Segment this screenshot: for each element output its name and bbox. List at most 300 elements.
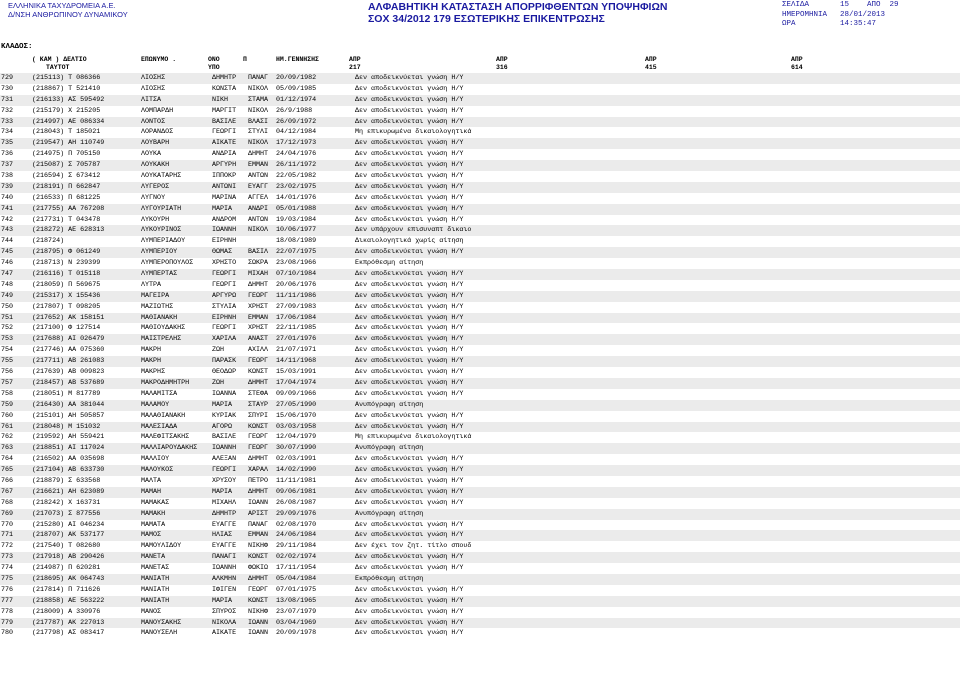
father-name: ΓΕΩΡΓ (248, 291, 269, 300)
table-row (0, 487, 960, 498)
id-card: (218009) Α 330976 (32, 607, 101, 616)
first-name: ΜΑΡΙΑ (212, 204, 233, 213)
id-card: (217746) ΑΑ 075360 (32, 346, 105, 355)
rejection-reason: Δεν αποδεικνύεται γνώση Η/Υ (355, 95, 464, 104)
birth-date: 19/03/1984 (276, 215, 317, 224)
birth-date: 12/04/1979 (276, 433, 317, 442)
father-name: ΦΩΚΙΩ (248, 564, 269, 573)
birth-date: 04/12/1984 (276, 128, 317, 137)
id-card: (217104) ΑΒ 633730 (32, 466, 105, 475)
first-name: ΜΑΡΓΙΤ (212, 106, 237, 115)
id-card: (217755) ΑΑ 767208 (32, 204, 105, 213)
surname: ΛΥΚΟΥΡΙΝΟΣ (141, 226, 182, 235)
id-card: (219592) ΑΗ 559421 (32, 433, 105, 442)
table-row (0, 520, 960, 531)
surname: ΜΑΚΡΟΔΗΜΗΤΡΗ (141, 378, 190, 387)
birth-date: 30/07/1990 (276, 444, 317, 453)
surname: ΜΑΜΟΥΛΙΔΟΥ (141, 542, 182, 551)
id-card: (216621) ΑΗ 623089 (32, 487, 105, 496)
table-row (0, 95, 960, 106)
rejection-reason: Δεν αποδεικνύεται γνώση Η/Υ (355, 585, 464, 594)
surname: ΜΑΛΛΙΟΥ (141, 455, 170, 464)
surname: ΜΑΛΕΣΙΑΔΑ (141, 422, 178, 431)
surname: ΜΑΚΡΗ (141, 346, 162, 355)
row-number: 769 (1, 509, 14, 518)
birth-date: 17/04/1974 (276, 378, 317, 387)
first-name: ΜΑΡΙΑ (212, 487, 233, 496)
birth-date: 14/01/1976 (276, 193, 317, 202)
rejection-reason: Δεν αποδεικνύεται γνώση Η/Υ (355, 324, 464, 333)
birth-date: 09/06/1981 (276, 487, 317, 496)
row-number: 734 (1, 128, 14, 137)
surname: ΛΥΚΟΥΡΗ (141, 215, 170, 224)
rejection-reason: Δεν αποδεικνύεται γνώση Η/Υ (355, 607, 464, 616)
surname: ΜΑΜΑΚΑΣ (141, 498, 170, 507)
id-card: (215179) Χ 215205 (32, 106, 101, 115)
surname: ΛΥΓΟΥΡΙΑΤΗ (141, 204, 182, 213)
father-name: ΠΑΝΑΓ (248, 74, 269, 82)
birth-date: 11/11/1986 (276, 291, 317, 300)
id-card: (218043) Τ 185021 (32, 128, 101, 137)
surname: ΜΑΛΑΜΟΥ (141, 400, 170, 409)
first-name: ΗΛΙΑΣ (212, 531, 233, 540)
rejection-reason: Δεν αποδεικνύεται γνώση Η/Υ (355, 313, 464, 322)
col-hm-gennhshs: ΗΜ.ΓΕΝΝΗΣΗΣ (276, 56, 319, 63)
row-number: 780 (1, 629, 14, 638)
row-number: 749 (1, 291, 14, 300)
row-number: 763 (1, 444, 14, 453)
id-card: (214997) ΑΕ 086334 (32, 117, 105, 126)
table-row (0, 411, 960, 422)
father-name: ΧΡΗΣΤ (248, 324, 269, 333)
rejection-reason: Δεν αποδεικνύεται γνώση Η/Υ (355, 106, 464, 115)
report-title-line2: ΣΟΧ 34/2012 179 ΕΣΩΤΕΡΙΚΗΣ ΕΠΙΚΕΝΤΡΩΣΗΣ (368, 13, 605, 25)
father-name: ΕΥΑΓΓ (248, 182, 269, 191)
surname: ΛΙΤΣΑ (141, 95, 162, 104)
surname: ΛΥΜΠΕΡΤΑΣ (141, 270, 178, 279)
birth-date: 26/11/1972 (276, 161, 317, 170)
row-number: 771 (1, 531, 14, 540)
rejection-reason: Δεν αποδεικνύεται γνώση Η/Υ (355, 84, 464, 93)
table-row (0, 334, 960, 345)
id-card: (218858) ΑΕ 563222 (32, 596, 105, 605)
birth-date: 17/06/1984 (276, 313, 317, 322)
table-row (0, 280, 960, 291)
rejection-reason: Δεν αποδεικνύεται γνώση Η/Υ (355, 215, 464, 224)
father-name: ΕΜΜΑΝ (248, 313, 269, 322)
birth-date: 20/09/1982 (276, 74, 317, 82)
surname: ΛΙΟΣΗΣ (141, 84, 166, 93)
id-card: (215317) Χ 155436 (32, 291, 101, 300)
father-name: ΔΗΜΗΤ (248, 378, 269, 387)
first-name: ΑΙΚΑΤΕ (212, 629, 237, 638)
id-card: (218242) Χ 163731 (32, 498, 101, 507)
rejection-reason: Ανυπόγραφη αίτηση (355, 400, 424, 409)
table-row (0, 160, 960, 171)
id-card: (217814) Π 711626 (32, 585, 101, 594)
id-card: (216502) ΑΑ 035698 (32, 455, 105, 464)
rejection-reason: Δεν αποδεικνύεται γνώση Η/Υ (355, 117, 464, 126)
first-name: ΜΙΧΑΗΛ (212, 498, 237, 507)
rejection-reason: Δεν αποδεικνύεται γνώση Η/Υ (355, 182, 464, 191)
father-name: ΚΩΝΣΤ (248, 422, 269, 431)
id-card: (217798) ΑΣ 083417 (32, 629, 105, 638)
rejection-reason: Δεν αποδεικνύεται γνώση Η/Υ (355, 302, 464, 311)
id-card: (214975) Π 705150 (32, 150, 101, 159)
rejection-reason: Δικαιολογητικά χωρίς αίτηση (355, 237, 464, 246)
surname: ΜΑΛΑΘΙΑΝΑΚΗ (141, 411, 186, 420)
rejection-reason: Δεν υπάρχουν επισυναπτ δικαιο (355, 226, 472, 235)
id-card: (215113) Τ 086366 (32, 74, 101, 82)
first-name: ΧΑΡΙΛΑ (212, 335, 237, 344)
surname: ΛΟΥΒΑΡΗ (141, 139, 170, 148)
first-name: ΙΦΙΓΕΝ (212, 585, 237, 594)
row-number: 768 (1, 498, 14, 507)
rejection-reason: Δεν αποδεικνύεται γνώση Η/Υ (355, 270, 464, 279)
row-number: 736 (1, 150, 14, 159)
table-row (0, 618, 960, 629)
first-name: ΔΗΜΗΤΡ (212, 509, 237, 518)
birth-date: 29/09/1976 (276, 509, 317, 518)
row-number: 761 (1, 422, 14, 431)
row-number: 739 (1, 182, 14, 191)
birth-date: 27/05/1990 (276, 400, 317, 409)
father-name: ΓΕΩΡΓ (248, 585, 269, 594)
first-name: ΘΩΜΑΣ (212, 248, 233, 257)
table-row (0, 563, 960, 574)
father-name: ΔΗΜΗΤ (248, 455, 269, 464)
father-name: ΒΛΑΣΙ (248, 117, 269, 126)
birth-date: 10/06/1977 (276, 226, 317, 235)
table-row (0, 378, 960, 389)
surname: ΛΥΜΠΕΡΙΑΔΟΥ (141, 237, 186, 246)
father-name: ΓΕΩΡΓ (248, 357, 269, 366)
surname: ΜΑΘΙΑΝΑΚΗ (141, 313, 178, 322)
rejection-reason: Δεν αποδεικνύεται γνώση Η/Υ (355, 520, 464, 529)
rejection-reason: Μη επικυρωμένα δικαιολογητικά (355, 128, 472, 137)
org-department: Δ/ΝΣΗ ΑΝΘΡΩΠΙΝΟΥ ΔΥΝΑΜΙΚΟΥ (8, 10, 128, 19)
first-name: ΧΡΥΣΟΥ (212, 476, 237, 485)
id-card: (216594) Σ 673412 (32, 172, 101, 181)
table-row (0, 607, 960, 618)
rejection-reason: Δεν αποδεικνύεται γνώση Η/Υ (355, 280, 464, 289)
surname: ΛΥΜΠΕΡΙΟΥ (141, 248, 178, 257)
first-name: ΓΕΩΡΓΙ (212, 270, 237, 279)
surname: ΜΑΝΙΑΤΗ (141, 596, 170, 605)
first-name: ΑΓΟΡΩ (212, 422, 233, 431)
table-row (0, 247, 960, 258)
id-card: (218048) Μ 151032 (32, 422, 101, 431)
rejection-reason: Δεν αποδεικνύεται γνώση Η/Υ (355, 411, 464, 420)
table-row (0, 552, 960, 563)
rejection-reason: Δεν αποδεικνύεται γνώση Η/Υ (355, 455, 464, 464)
table-row (0, 117, 960, 128)
date-label: ΗΜΕΡΟΜΗΝΙΑ (782, 10, 828, 19)
id-card: (217652) ΑΚ 158151 (32, 313, 105, 322)
first-name: ΒΑΣΙΛΕ (212, 433, 237, 442)
row-number: 774 (1, 564, 14, 573)
surname: ΜΑΝΕΤΑΣ (141, 564, 170, 573)
first-name: ΠΑΝΑΓΙ (212, 553, 237, 562)
row-number: 737 (1, 161, 14, 170)
surname: ΜΑΛΕΦΙΤΣΑΚΗΣ (141, 433, 190, 442)
rejection-reason: Δεν αποδεικνύεται γνώση Η/Υ (355, 248, 464, 257)
rejection-reason: Δεν αποδεικνύεται γνώση Η/Υ (355, 498, 464, 507)
father-name: ΣΩΚΡΑ (248, 259, 269, 268)
father-name: ΧΡΗΣΤ (248, 302, 269, 311)
rejection-reason: Δεν αποδεικνύεται γνώση Η/Υ (355, 487, 464, 496)
birth-date: 22/07/1975 (276, 248, 317, 257)
col-apr-4-code: 614 (791, 64, 803, 71)
table-row (0, 84, 960, 95)
table-row (0, 432, 960, 443)
page-label: ΣΕΛΙΔΑ (782, 1, 810, 9)
col-apr-3-code: 415 (645, 64, 657, 71)
row-number: 753 (1, 335, 14, 344)
first-name: ΑΡΓΥΡΗ (212, 161, 237, 170)
row-number: 776 (1, 585, 14, 594)
id-card: (217918) ΑΒ 290426 (32, 553, 105, 562)
id-card: (217731) Τ 043478 (32, 215, 101, 224)
first-name: ΜΑΡΙΑ (212, 400, 233, 409)
surname: ΜΑΜΑΚΗ (141, 509, 166, 518)
row-number: 732 (1, 106, 14, 115)
row-number: 743 (1, 226, 14, 235)
table-row (0, 215, 960, 226)
father-name: ΑΝΔΡΙ (248, 204, 269, 213)
row-number: 747 (1, 270, 14, 279)
col-ypo: ΥΠΟ (208, 64, 220, 71)
row-number: 758 (1, 389, 14, 398)
surname: ΜΑΛΑΜΙΤΣΑ (141, 389, 178, 398)
father-name: ΣΤΥΛΙ (248, 128, 269, 137)
rejection-reason: Δεν αποδεικνύεται γνώση Η/Υ (355, 346, 464, 355)
first-name: ΣΠΥΡΟΣ (212, 607, 237, 616)
row-number: 751 (1, 313, 14, 322)
first-name: ΕΙΡΗΝΗ (212, 313, 237, 322)
surname: ΜΑΜΑΤΑ (141, 520, 166, 529)
row-number: 777 (1, 596, 14, 605)
birth-date: 03/03/1958 (276, 422, 317, 431)
birth-date: 03/04/1969 (276, 618, 317, 627)
birth-date: 17/11/1954 (276, 564, 317, 573)
id-card: (214987) Π 620281 (32, 564, 101, 573)
first-name: ΔΗΜΗΤΡ (212, 74, 237, 82)
id-card: (218713) Ν 239399 (32, 259, 101, 268)
first-name: ΑΙΚΑΤΕ (212, 139, 237, 148)
col-apr-1: ΑΠΡ (349, 56, 361, 63)
id-card: (217073) Σ 877556 (32, 509, 101, 518)
rejection-reason: Δεν αποδεικνύεται γνώση Η/Υ (355, 74, 464, 82)
father-name: ΝΙΚΗΦ (248, 607, 269, 616)
father-name: ΠΑΝΑΓ (248, 520, 269, 529)
table-row (0, 193, 960, 204)
surname: ΜΑΛΟΥΚΟΣ (141, 466, 174, 475)
first-name: ΑΝΤΩΝΙ (212, 182, 237, 191)
organization-header (8, 1, 128, 19)
table-row (0, 596, 960, 607)
rejection-reason: Δεν αποδεικνύεται γνώση Η/Υ (355, 357, 464, 366)
row-number: 762 (1, 433, 14, 442)
birth-date: 23/02/1975 (276, 182, 317, 191)
table-row (0, 367, 960, 378)
birth-date: 05/04/1984 (276, 574, 317, 583)
rejection-reason: Δεν αποδεικνύεται γνώση Η/Υ (355, 193, 464, 202)
first-name: ΙΩΑΝΝΗ (212, 444, 237, 453)
rejection-reason: Εκπρόθεσμη αίτηση (355, 574, 424, 583)
report-title (368, 1, 667, 25)
first-name: ΙΠΠΟΚΡ (212, 172, 237, 181)
page-value: 15 ΑΠΟ 29 (840, 1, 899, 9)
col-p: Π (243, 56, 247, 63)
id-card: (216430) ΑΑ 381044 (32, 400, 105, 409)
father-name: ΝΙΚΟΛ (248, 84, 269, 93)
father-name: ΕΜΜΑΝ (248, 161, 269, 170)
birth-date: 05/09/1985 (276, 84, 317, 93)
first-name: ΚΥΡΙΑΚ (212, 411, 237, 420)
first-name: ΖΩΗ (212, 378, 225, 387)
id-card: (218707) ΑΚ 537177 (32, 531, 105, 540)
table-row (0, 225, 960, 236)
table-row (0, 356, 960, 367)
rejection-reason: Δεν αποδεικνύεται γνώση Η/Υ (355, 368, 464, 377)
row-number: 746 (1, 259, 14, 268)
birth-date: 23/08/1966 (276, 259, 317, 268)
id-card: (218879) Σ 633568 (32, 476, 101, 485)
row-number: 742 (1, 215, 14, 224)
row-number: 731 (1, 95, 14, 104)
first-name: ΑΛΕΞΑΝ (212, 455, 237, 464)
rejection-reason: Δεν αποδεικνύεται γνώση Η/Υ (355, 422, 464, 431)
table-row (0, 400, 960, 411)
row-number: 735 (1, 139, 14, 148)
birth-date: 26/09/1972 (276, 117, 317, 126)
id-card: (218867) Τ 521410 (32, 84, 101, 93)
surname: ΜΑΝΙΑΤΗ (141, 574, 170, 583)
id-card: (218457) ΑΒ 537689 (32, 378, 105, 387)
row-number: 754 (1, 346, 14, 355)
rejection-reason: Δεν αποδεικνύεται γνώση Η/Υ (355, 629, 464, 638)
father-name: ΙΩΑΝΝ (248, 629, 269, 638)
table-row (0, 313, 960, 324)
surname: ΛΟΝΤΟΣ (141, 117, 166, 126)
father-name: ΑΝΤΩΝ (248, 172, 269, 181)
id-card: (218695) ΑΚ 064743 (32, 574, 105, 583)
birth-date: 23/07/1979 (276, 607, 317, 616)
klados-label: ΚΛΑΔΟΣ: (1, 43, 33, 51)
father-name: ΧΑΡΑΛ (248, 466, 269, 475)
row-number: 744 (1, 237, 14, 246)
id-card: (217688) ΑΙ 026479 (32, 335, 105, 344)
table-row (0, 498, 960, 509)
first-name: ΙΩΑΝΝΑ (212, 389, 237, 398)
birth-date: 07/01/1975 (276, 585, 317, 594)
surname: ΛΙΟΣΗΣ (141, 74, 166, 82)
father-name: ΣΤΕΦΑ (248, 389, 269, 398)
table-row (0, 269, 960, 280)
table-row (0, 585, 960, 596)
table-row (0, 204, 960, 215)
first-name: ΙΩΑΝΝΗ (212, 226, 237, 235)
surname: ΜΑΝΕΤΑ (141, 553, 166, 562)
row-number: 765 (1, 466, 14, 475)
rejection-reason: Δεν αποδεικνύεται γνώση Η/Υ (355, 161, 464, 170)
surname: ΜΑΚΡΗΣ (141, 368, 166, 377)
id-card: (216116) Τ 015118 (32, 270, 101, 279)
id-card: (215280) ΑΙ 046234 (32, 520, 105, 529)
first-name: ΜΑΡΙΝΑ (212, 193, 237, 202)
father-name: ΝΙΚΟΛ (248, 106, 269, 115)
rejection-reason: Δεν αποδεικνύεται γνώση Η/Υ (355, 466, 464, 475)
table-row (0, 465, 960, 476)
row-number: 764 (1, 455, 14, 464)
report-meta (782, 1, 899, 30)
first-name: ΕΙΡΗΝΗ (212, 237, 237, 246)
father-name: ΑΧΙΛΛ (248, 346, 269, 355)
birth-date: 02/02/1974 (276, 553, 317, 562)
birth-date: 24/06/1984 (276, 531, 317, 540)
row-number: 778 (1, 607, 14, 616)
row-number: 759 (1, 400, 14, 409)
surname: ΜΑΝΟΥΣΑΚΗΣ (141, 618, 182, 627)
row-number: 729 (1, 74, 14, 82)
rejection-reason: Δεν αποδεικνύεται γνώση Η/Υ (355, 476, 464, 485)
birth-date: 02/03/1991 (276, 455, 317, 464)
id-card: (216133) ΑΣ 595492 (32, 95, 105, 104)
birth-date: 01/12/1974 (276, 95, 317, 104)
surname: ΜΑΛΛΙΑΡΟΥΔΑΚΗΣ (141, 444, 198, 453)
father-name: ΔΗΜΗΤ (248, 574, 269, 583)
col-apr-2: ΑΠΡ (496, 56, 508, 63)
row-number: 738 (1, 172, 14, 181)
first-name: ΜΑΡΙΑ (212, 596, 233, 605)
father-name: ΓΕΩΡΓ (248, 444, 269, 453)
rejection-reason: Μη επικυρωμένα δικαιολογητικά (355, 433, 472, 442)
rejection-reason: Δεν αποδεικνύεται γνώση Η/Υ (355, 378, 464, 387)
first-name: ΝΙΚΟΛΑ (212, 618, 237, 627)
surname: ΜΑΚΡΗ (141, 357, 162, 366)
row-number: 740 (1, 193, 14, 202)
father-name: ΙΩΑΝΝ (248, 498, 269, 507)
first-name: ΙΩΑΝΝΗ (212, 564, 237, 573)
rejection-reason: Δεν αποδεικνύεται γνώση Η/Υ (355, 172, 464, 181)
birth-date: 26/08/1987 (276, 498, 317, 507)
surname: ΜΑΜΟΣ (141, 531, 162, 540)
birth-date: 02/08/1970 (276, 520, 317, 529)
id-card: (217711) ΑΒ 261083 (32, 357, 105, 366)
birth-date: 13/08/1965 (276, 596, 317, 605)
first-name: ΚΩΝΣΤΑ (212, 84, 237, 93)
id-card: (215087) Σ 705787 (32, 161, 101, 170)
id-card: (218272) ΑΕ 628313 (32, 226, 105, 235)
birth-date: 17/12/1973 (276, 139, 317, 148)
surname: ΜΑΝΟΥΣΕΛΗ (141, 629, 178, 638)
father-name: ΣΤΑΥΡ (248, 400, 269, 409)
father-name: ΙΩΑΝΝ (248, 618, 269, 627)
row-number: 756 (1, 368, 14, 377)
first-name: ΑΛΚΜΗΝ (212, 574, 237, 583)
birth-date: 20/09/1978 (276, 629, 317, 638)
birth-date: 29/11/1984 (276, 542, 317, 551)
rejection-reason: Δεν αποδεικνύεται γνώση Η/Υ (355, 596, 464, 605)
row-number: 773 (1, 553, 14, 562)
surname: ΛΟΥΚΑΤΑΡΗΣ (141, 172, 182, 181)
row-number: 741 (1, 204, 14, 213)
first-name: ΧΡΗΣΤΟ (212, 259, 237, 268)
id-card: (219547) ΑΗ 110749 (32, 139, 105, 148)
father-name: ΝΙΚΗΦ (248, 542, 269, 551)
org-name: ΕΛΛΗΝΙΚΑ ΤΑΧΥΔΡΟΜΕΙΑ Α.Ε. (8, 1, 116, 10)
